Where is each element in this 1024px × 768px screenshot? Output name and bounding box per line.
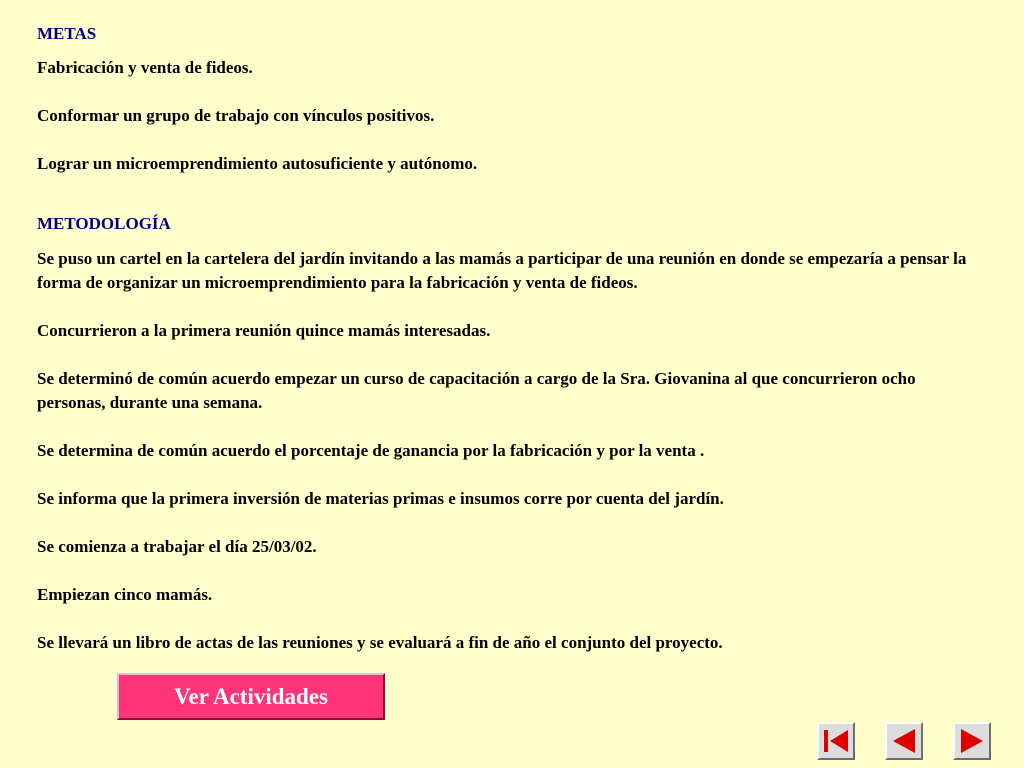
- metas-item: Lograr un microemprendimiento autosuficiente y autónomo.: [37, 154, 478, 173]
- metas-item: Fabricación y venta de fideos.: [37, 58, 253, 77]
- metodologia-paragraph: Empiezan cinco mamás.: [37, 585, 213, 604]
- metodologia-paragraph: Se comienza a trabajar el día 25/03/02.: [37, 537, 317, 556]
- metodologia-heading: METODOLOGÍA: [37, 214, 171, 233]
- previous-slide-button[interactable]: [885, 722, 923, 760]
- metodologia-paragraph: Concurrieron a la primera reunión quince mamás interesadas.: [37, 321, 491, 340]
- metodologia-paragraph: Se informa que la primera inversión de materias primas e insumos corre por cuenta del jardín.: [37, 489, 724, 508]
- metas-item: Conformar un grupo de trabajo con vínculos positivos.: [37, 106, 435, 125]
- next-slide-button[interactable]: [953, 722, 991, 760]
- metas-heading: METAS: [37, 24, 97, 43]
- first-slide-icon: [819, 724, 853, 758]
- next-slide-icon: [955, 724, 989, 758]
- metodologia-paragraph: Se determinó de común acuerdo empezar un curso de capacitación a cargo de la Sra. Giovanina al que concurrieron ocho personas, durante una semana.: [37, 369, 916, 412]
- previous-slide-icon: [887, 724, 921, 758]
- metodologia-paragraph: Se llevará un libro de actas de las reuniones y se evaluará a fin de año el conjunto del proyecto.: [37, 633, 723, 652]
- metodologia-paragraph: Se determina de común acuerdo el porcentaje de ganancia por la fabricación y por la venta .: [37, 441, 705, 460]
- ver-actividades-button[interactable]: Ver Actividades: [117, 673, 385, 720]
- metodologia-paragraph: Se puso un cartel en la cartelera del jardín invitando a las mamás a participar de una reunión en donde se empezaría a pensar la forma de organizar un microemprendimiento para la fabricación y venta de fideos.: [37, 249, 967, 292]
- first-slide-button[interactable]: [817, 722, 855, 760]
